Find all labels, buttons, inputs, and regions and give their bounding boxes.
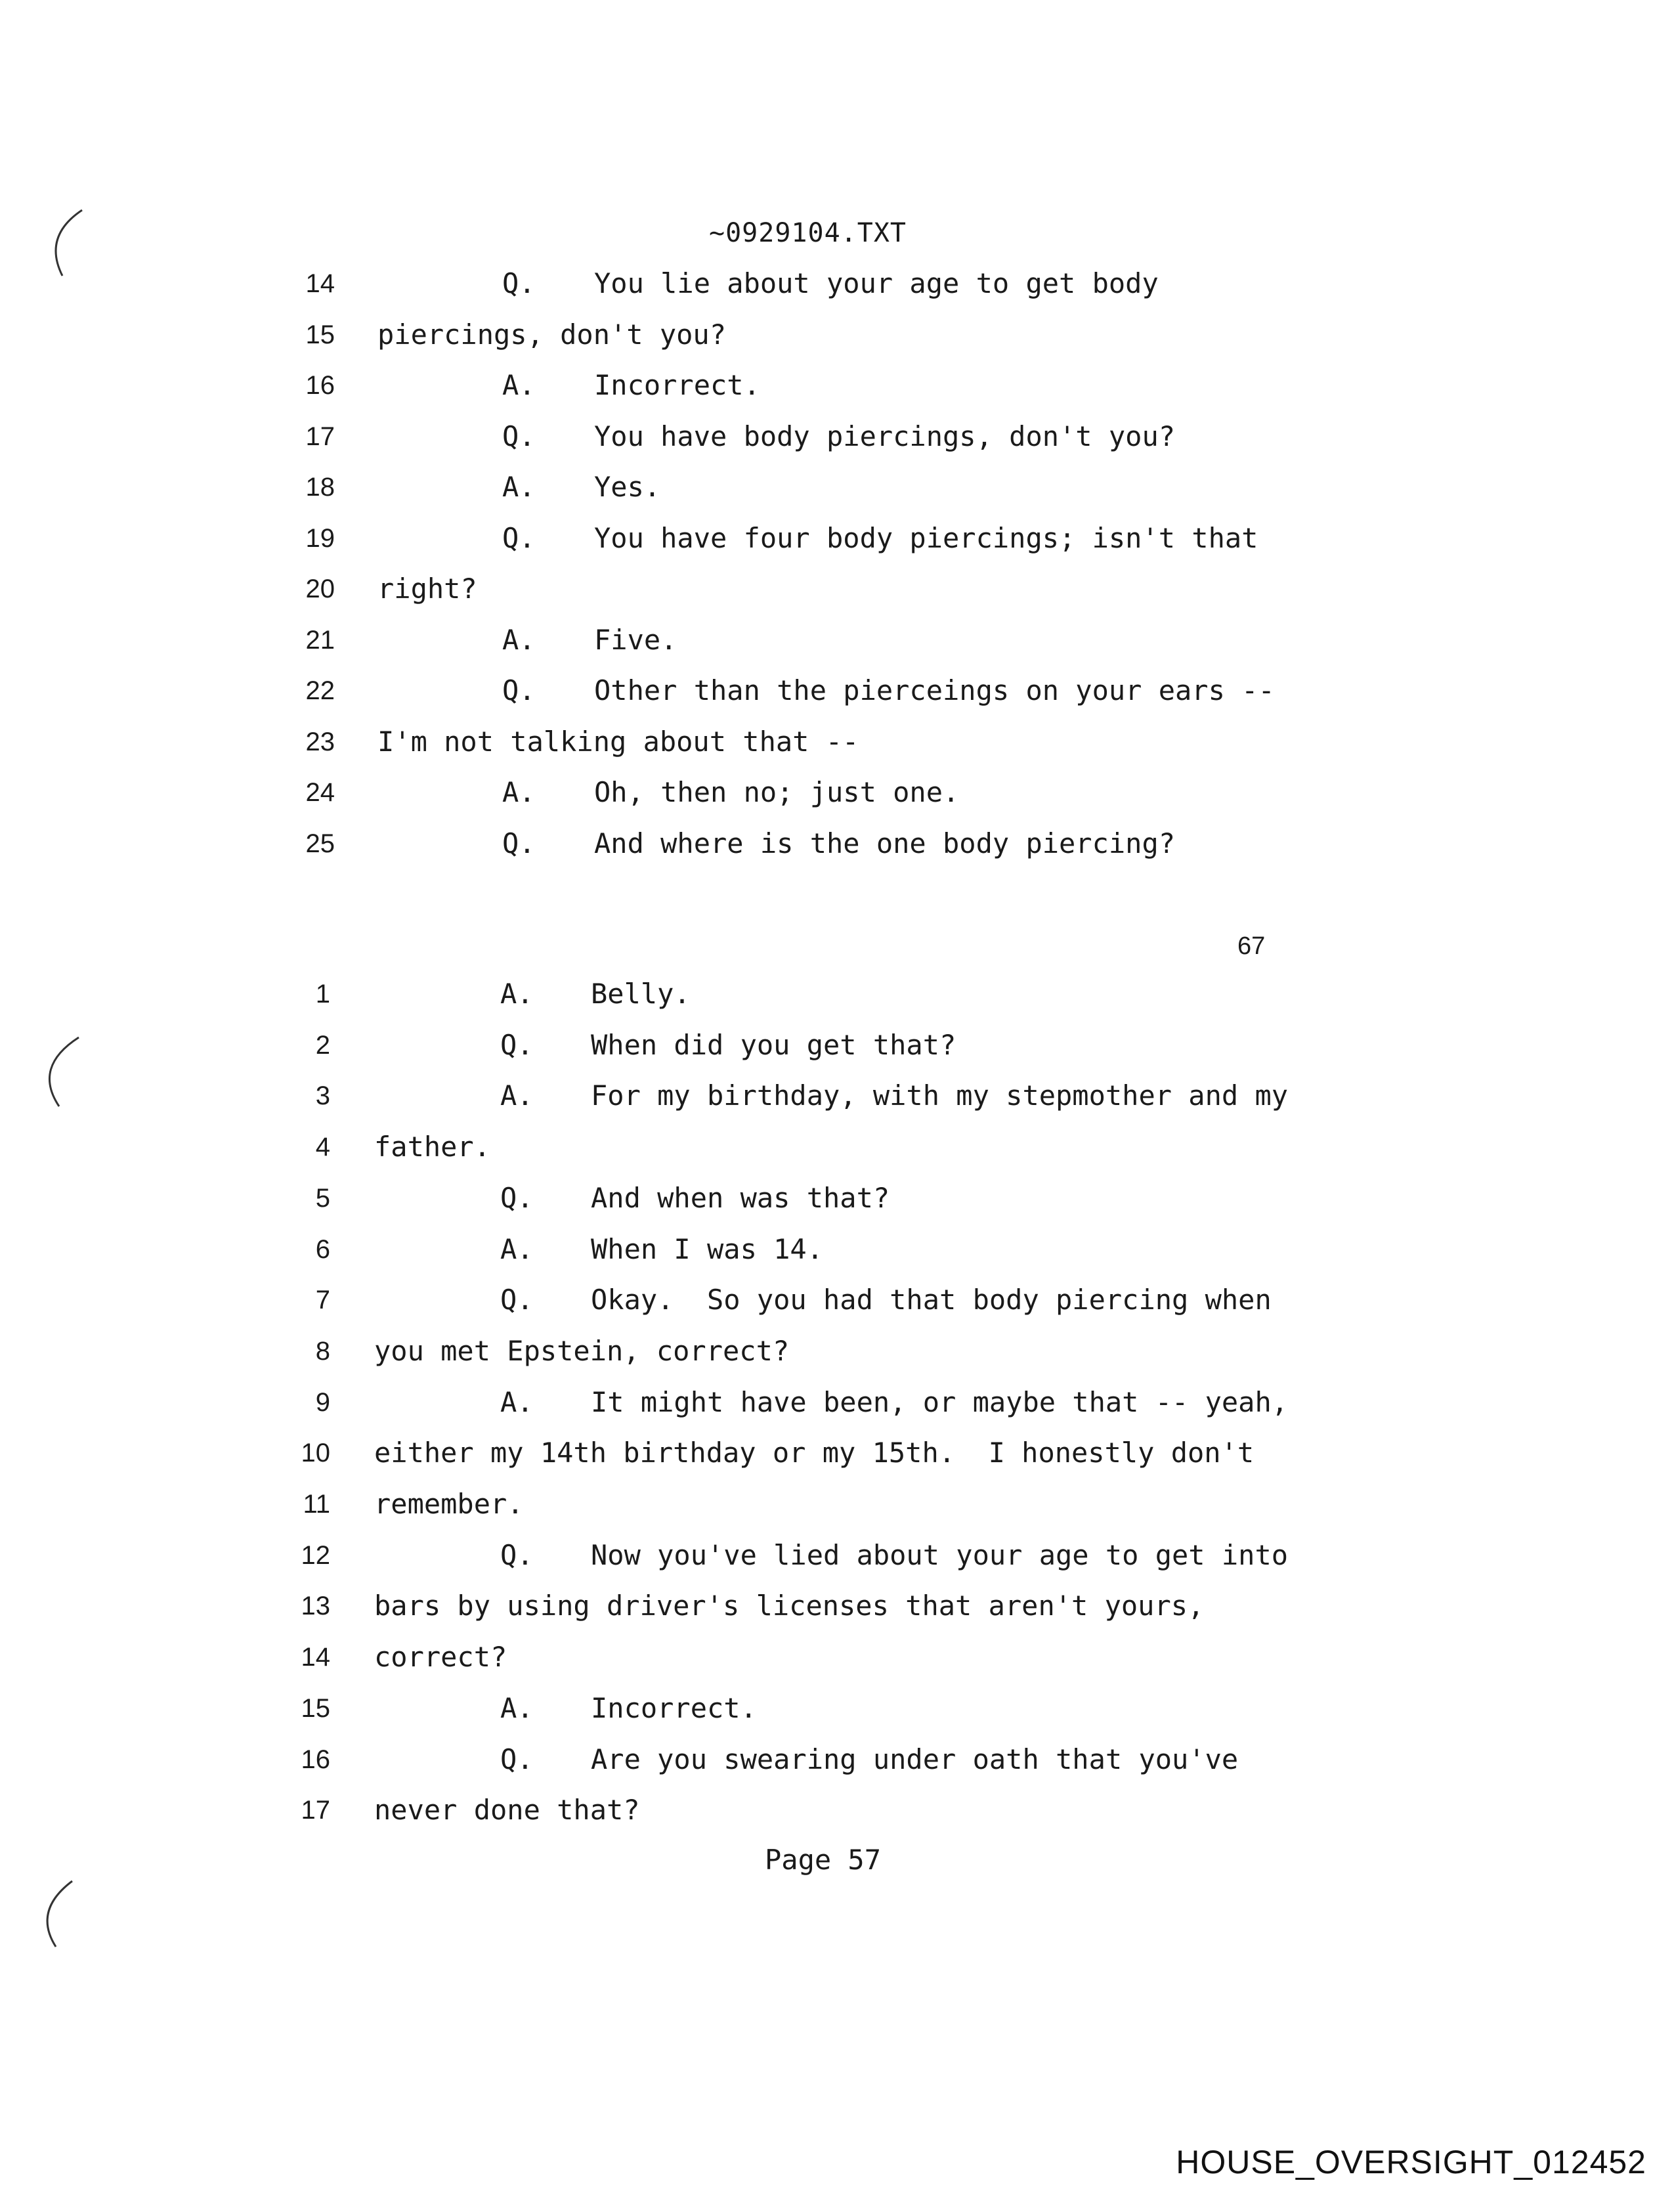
speaker-marker: A. bbox=[500, 1385, 534, 1418]
page-footer-label: Page 57 bbox=[765, 1844, 882, 1876]
line-number: 25 bbox=[305, 829, 335, 858]
line-text: correct? bbox=[374, 1641, 507, 1674]
line-number: 19 bbox=[305, 523, 335, 553]
line-text: You lie about your age to get body bbox=[594, 267, 1159, 299]
line-number: 17 bbox=[301, 1796, 330, 1825]
line-text: I'm not talking about that -- bbox=[377, 725, 859, 758]
line-number: 20 bbox=[305, 575, 335, 603]
line-text: Five. bbox=[594, 623, 677, 656]
speaker-marker: Q. bbox=[502, 267, 536, 299]
bates-number: HOUSE_OVERSIGHT_012452 bbox=[1176, 2144, 1646, 2180]
line-text: either my 14th birthday or my 15th. I honestly don't bbox=[374, 1437, 1255, 1469]
line-text: Now you've lied about your age to get into bbox=[591, 1538, 1289, 1571]
line-number: 21 bbox=[305, 625, 335, 655]
line-number: 7 bbox=[315, 1286, 330, 1315]
line-number: 3 bbox=[315, 1081, 330, 1111]
line-number: 2 bbox=[315, 1030, 330, 1060]
line-text: Okay. So you had that body piercing when bbox=[591, 1284, 1272, 1316]
line-number: 14 bbox=[305, 269, 335, 298]
line-number: 15 bbox=[305, 320, 335, 349]
line-text: Incorrect. bbox=[591, 1691, 757, 1724]
speaker-marker: Q. bbox=[500, 1028, 534, 1061]
line-number: 6 bbox=[315, 1234, 330, 1264]
line-text: right? bbox=[377, 573, 477, 605]
line-number: 10 bbox=[301, 1439, 330, 1468]
speaker-marker: A. bbox=[502, 369, 536, 401]
speaker-marker: Q. bbox=[502, 420, 536, 452]
line-number: 16 bbox=[305, 371, 335, 400]
line-number: 8 bbox=[315, 1336, 330, 1366]
line-text: Yes. bbox=[594, 471, 661, 503]
speaker-marker: Q. bbox=[502, 827, 536, 859]
line-text: Belly. bbox=[591, 978, 691, 1010]
line-text: bars by using driver's licenses that aren't yours, bbox=[374, 1590, 1205, 1622]
line-number: 23 bbox=[305, 727, 335, 756]
line-text: You have body piercings, don't you? bbox=[594, 420, 1176, 452]
line-text: Oh, then no; just one. bbox=[594, 776, 960, 808]
speaker-marker: Q. bbox=[500, 1538, 534, 1571]
line-number: 11 bbox=[303, 1490, 330, 1519]
speaker-marker: A. bbox=[500, 1232, 534, 1265]
line-text: you met Epstein, correct? bbox=[374, 1334, 790, 1367]
speaker-marker: A. bbox=[502, 776, 536, 808]
line-text: And when was that? bbox=[591, 1181, 890, 1214]
line-number: 13 bbox=[301, 1592, 330, 1621]
line-number: 14 bbox=[301, 1643, 330, 1672]
line-text: You have four body piercings; isn't that bbox=[594, 521, 1258, 554]
line-number: 22 bbox=[305, 676, 335, 705]
speaker-marker: A. bbox=[500, 1079, 534, 1112]
line-text: father. bbox=[374, 1131, 491, 1163]
speaker-marker: Q. bbox=[500, 1743, 534, 1775]
line-text: For my birthday, with my stepmother and my bbox=[591, 1079, 1289, 1112]
speaker-marker: A. bbox=[500, 978, 534, 1010]
punch-hole-mark bbox=[30, 1031, 89, 1110]
line-number: 12 bbox=[301, 1540, 330, 1570]
line-text: piercings, don't you? bbox=[377, 318, 727, 351]
line-text: And where is the one body piercing? bbox=[594, 827, 1176, 859]
file-name-header: ~0929104.TXT bbox=[709, 218, 907, 248]
line-number: 16 bbox=[301, 1745, 330, 1774]
line-text: It might have been, or maybe that -- yeah, bbox=[591, 1385, 1289, 1418]
line-text: never done that? bbox=[374, 1794, 640, 1827]
speaker-marker: Q. bbox=[502, 674, 536, 706]
line-number: 15 bbox=[301, 1693, 330, 1723]
line-number: 5 bbox=[315, 1183, 330, 1213]
line-number: 18 bbox=[305, 473, 335, 502]
line-number: 9 bbox=[315, 1387, 330, 1417]
line-text: When I was 14. bbox=[591, 1232, 824, 1265]
line-number: 24 bbox=[305, 778, 335, 807]
punch-hole-mark bbox=[26, 1875, 85, 1953]
line-text: When did you get that? bbox=[591, 1028, 956, 1061]
speaker-marker: A. bbox=[502, 471, 536, 503]
line-text: Are you swearing under oath that you've bbox=[591, 1743, 1239, 1775]
line-number: 4 bbox=[315, 1133, 330, 1162]
line-text: Other than the pierceings on your ears -- bbox=[594, 674, 1275, 706]
speaker-marker: Q. bbox=[500, 1181, 534, 1214]
speaker-marker: A. bbox=[500, 1691, 534, 1724]
speaker-marker: A. bbox=[502, 623, 536, 656]
speaker-marker: Q. bbox=[502, 521, 536, 554]
line-number: 17 bbox=[305, 422, 335, 451]
punch-hole-mark bbox=[36, 204, 95, 282]
line-text: Incorrect. bbox=[594, 369, 760, 401]
line-number: 1 bbox=[315, 980, 330, 1008]
transcript-page-number: 67 bbox=[1237, 932, 1266, 960]
speaker-marker: Q. bbox=[500, 1284, 534, 1316]
line-text: remember. bbox=[374, 1488, 524, 1520]
